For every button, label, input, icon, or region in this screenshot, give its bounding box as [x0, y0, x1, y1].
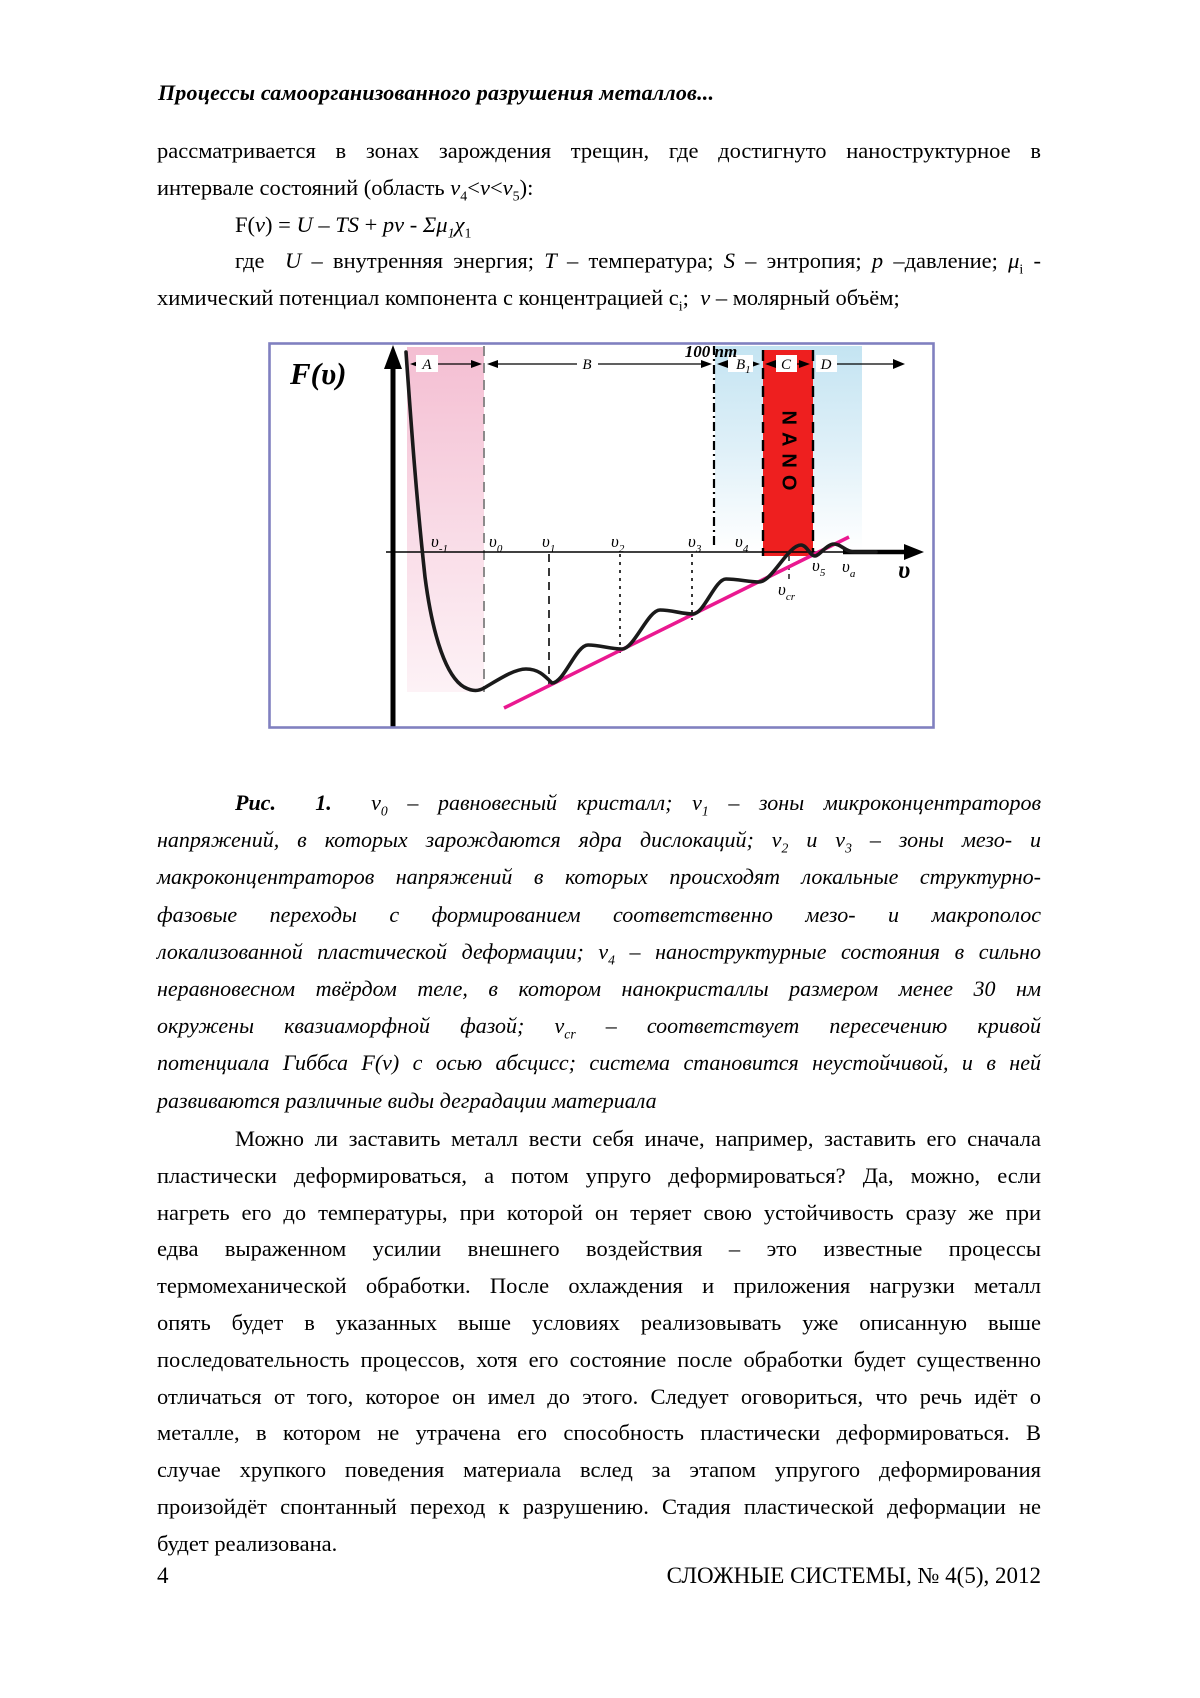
text-line: F(v) = U – TS + pv - $\Sigma\mu_1\chi_1$ [235, 211, 472, 242]
region-label-d: D [820, 357, 832, 373]
scale-label-100nm: 100 nm [684, 342, 738, 361]
text-line: случае хрупкого поведения материала вслед за этапом упругого деформирования [157, 1457, 1041, 1483]
running-head: Процессы самоорганизованного разрушения металлов... [158, 80, 715, 105]
text-line: развиваются различные виды деградации материала [157, 1087, 657, 1113]
text-line: локализованной пластической деформации; $v_4$ – наноструктурные состояния в сильно [157, 938, 1041, 968]
text-line: будет реализована. [157, 1530, 338, 1556]
axis-label-v5: $\upsilon_5$ [812, 556, 826, 579]
text-line: Рис. 1. $v_0$ – равновесный кристалл; $v_1$ – зоны микроконцентраторов [235, 790, 1042, 819]
text-line: нагреть его до температуры, при которой он теряет свою устойчивость сразу же при [157, 1199, 1041, 1225]
text-line: опять будет в указанных выше условиях реализовывать уже описанную выше [157, 1309, 1041, 1335]
intro-paragraph [157, 133, 1041, 317]
text-line: неравновесном твёрдом теле, в котором нанокристаллы размером менее 30 нм [157, 976, 1041, 1002]
axis-label-v3: $\upsilon_3$ [688, 532, 702, 555]
text-line: где U – внутренняя энергия; T – температура; S – энтропия; p –давление; $\mu_i$ - [235, 248, 1042, 278]
region-label-b: B [582, 357, 592, 373]
axis-label-vcr: $\upsilon_{cr}$ [778, 580, 795, 603]
axis-label-va: $\upsilon_a$ [842, 557, 856, 580]
gibbs-potential-diagram [268, 342, 935, 729]
axis-label-v-minus1: $\upsilon_{-1}$ [431, 532, 448, 555]
page-footer [157, 1563, 1041, 1589]
axis-label-v4: $\upsilon_4$ [735, 532, 749, 555]
text-line: потенциала Гиббса F(v) с осью абсцисс; система становится неустойчивой, и в ней [157, 1050, 1041, 1076]
x-axis-title: υ [898, 557, 911, 584]
text-line: интервале состояний (область $v_4<v<v_5$): [157, 174, 534, 205]
text-line: напряжений, в которых зарождаются ядра дислокаций; $v_2$ и $v_3$ – зоны мезо- и [157, 827, 1041, 856]
text-line: произойдёт спонтанный переход к разрушению. Стадия пластической деформации не [157, 1493, 1041, 1519]
text-line: макроконцентраторов напряжений в которых происходят локальные структурно- [157, 864, 1041, 890]
y-axis-label: F(υ) [290, 356, 347, 391]
journal-line: СЛОЖНЫЕ СИСТЕМЫ, № 4(5), 2012 [666, 1563, 1041, 1588]
text-line: рассматривается в зонах зарождения трещин, где достигнуто наноструктурное в [157, 138, 1041, 163]
text-line: химический потенциал компонента с концентрацией $c_i$; v – молярный объём; [157, 285, 900, 315]
axis-label-v0: $\upsilon_0$ [489, 532, 503, 555]
page-number: 4 [157, 1563, 169, 1588]
region-label-a: A [422, 357, 432, 373]
figure-caption [157, 784, 1041, 1119]
text-line: термомеханической обработки. После охлаждения и приложения нагрузки металл [157, 1273, 1041, 1299]
text-line: металле, в котором не утрачена его способность пластически деформироваться. В [157, 1420, 1041, 1446]
axis-label-v1: $\upsilon_1$ [542, 532, 556, 555]
text-line: последовательность процессов, хотя его состояние после обработки будет существенно [157, 1346, 1041, 1372]
region-label-b1: $B_1$ [736, 357, 751, 376]
text-line: едва выраженном усилии внешнего воздействия – это известные процессы [157, 1236, 1041, 1262]
text-line: пластически деформироваться, а потом упруго деформироваться? Да, можно, если [157, 1162, 1041, 1188]
axis-label-v2: $\upsilon_2$ [611, 532, 625, 555]
text-line: окружены квазиаморфной фазой; $v_{cr}$ – соответствует пересечению кривой [157, 1013, 1041, 1042]
text-line: Можно ли заставить металл вести себя иначе, например, заставить его сначала [235, 1126, 1041, 1151]
region-label-c: C [780, 357, 792, 373]
text-line: фазовые переходы с формированием соответственно мезо- и макрополос [157, 901, 1041, 927]
text-line: отличаться от того, которое он имел до этого. Следует оговориться, что речь идёт о [157, 1383, 1041, 1409]
y-axis-arrowhead [384, 345, 402, 369]
figure-1 [268, 342, 935, 729]
nano-label: NANO [777, 410, 800, 498]
body-paragraph [157, 1121, 1041, 1563]
